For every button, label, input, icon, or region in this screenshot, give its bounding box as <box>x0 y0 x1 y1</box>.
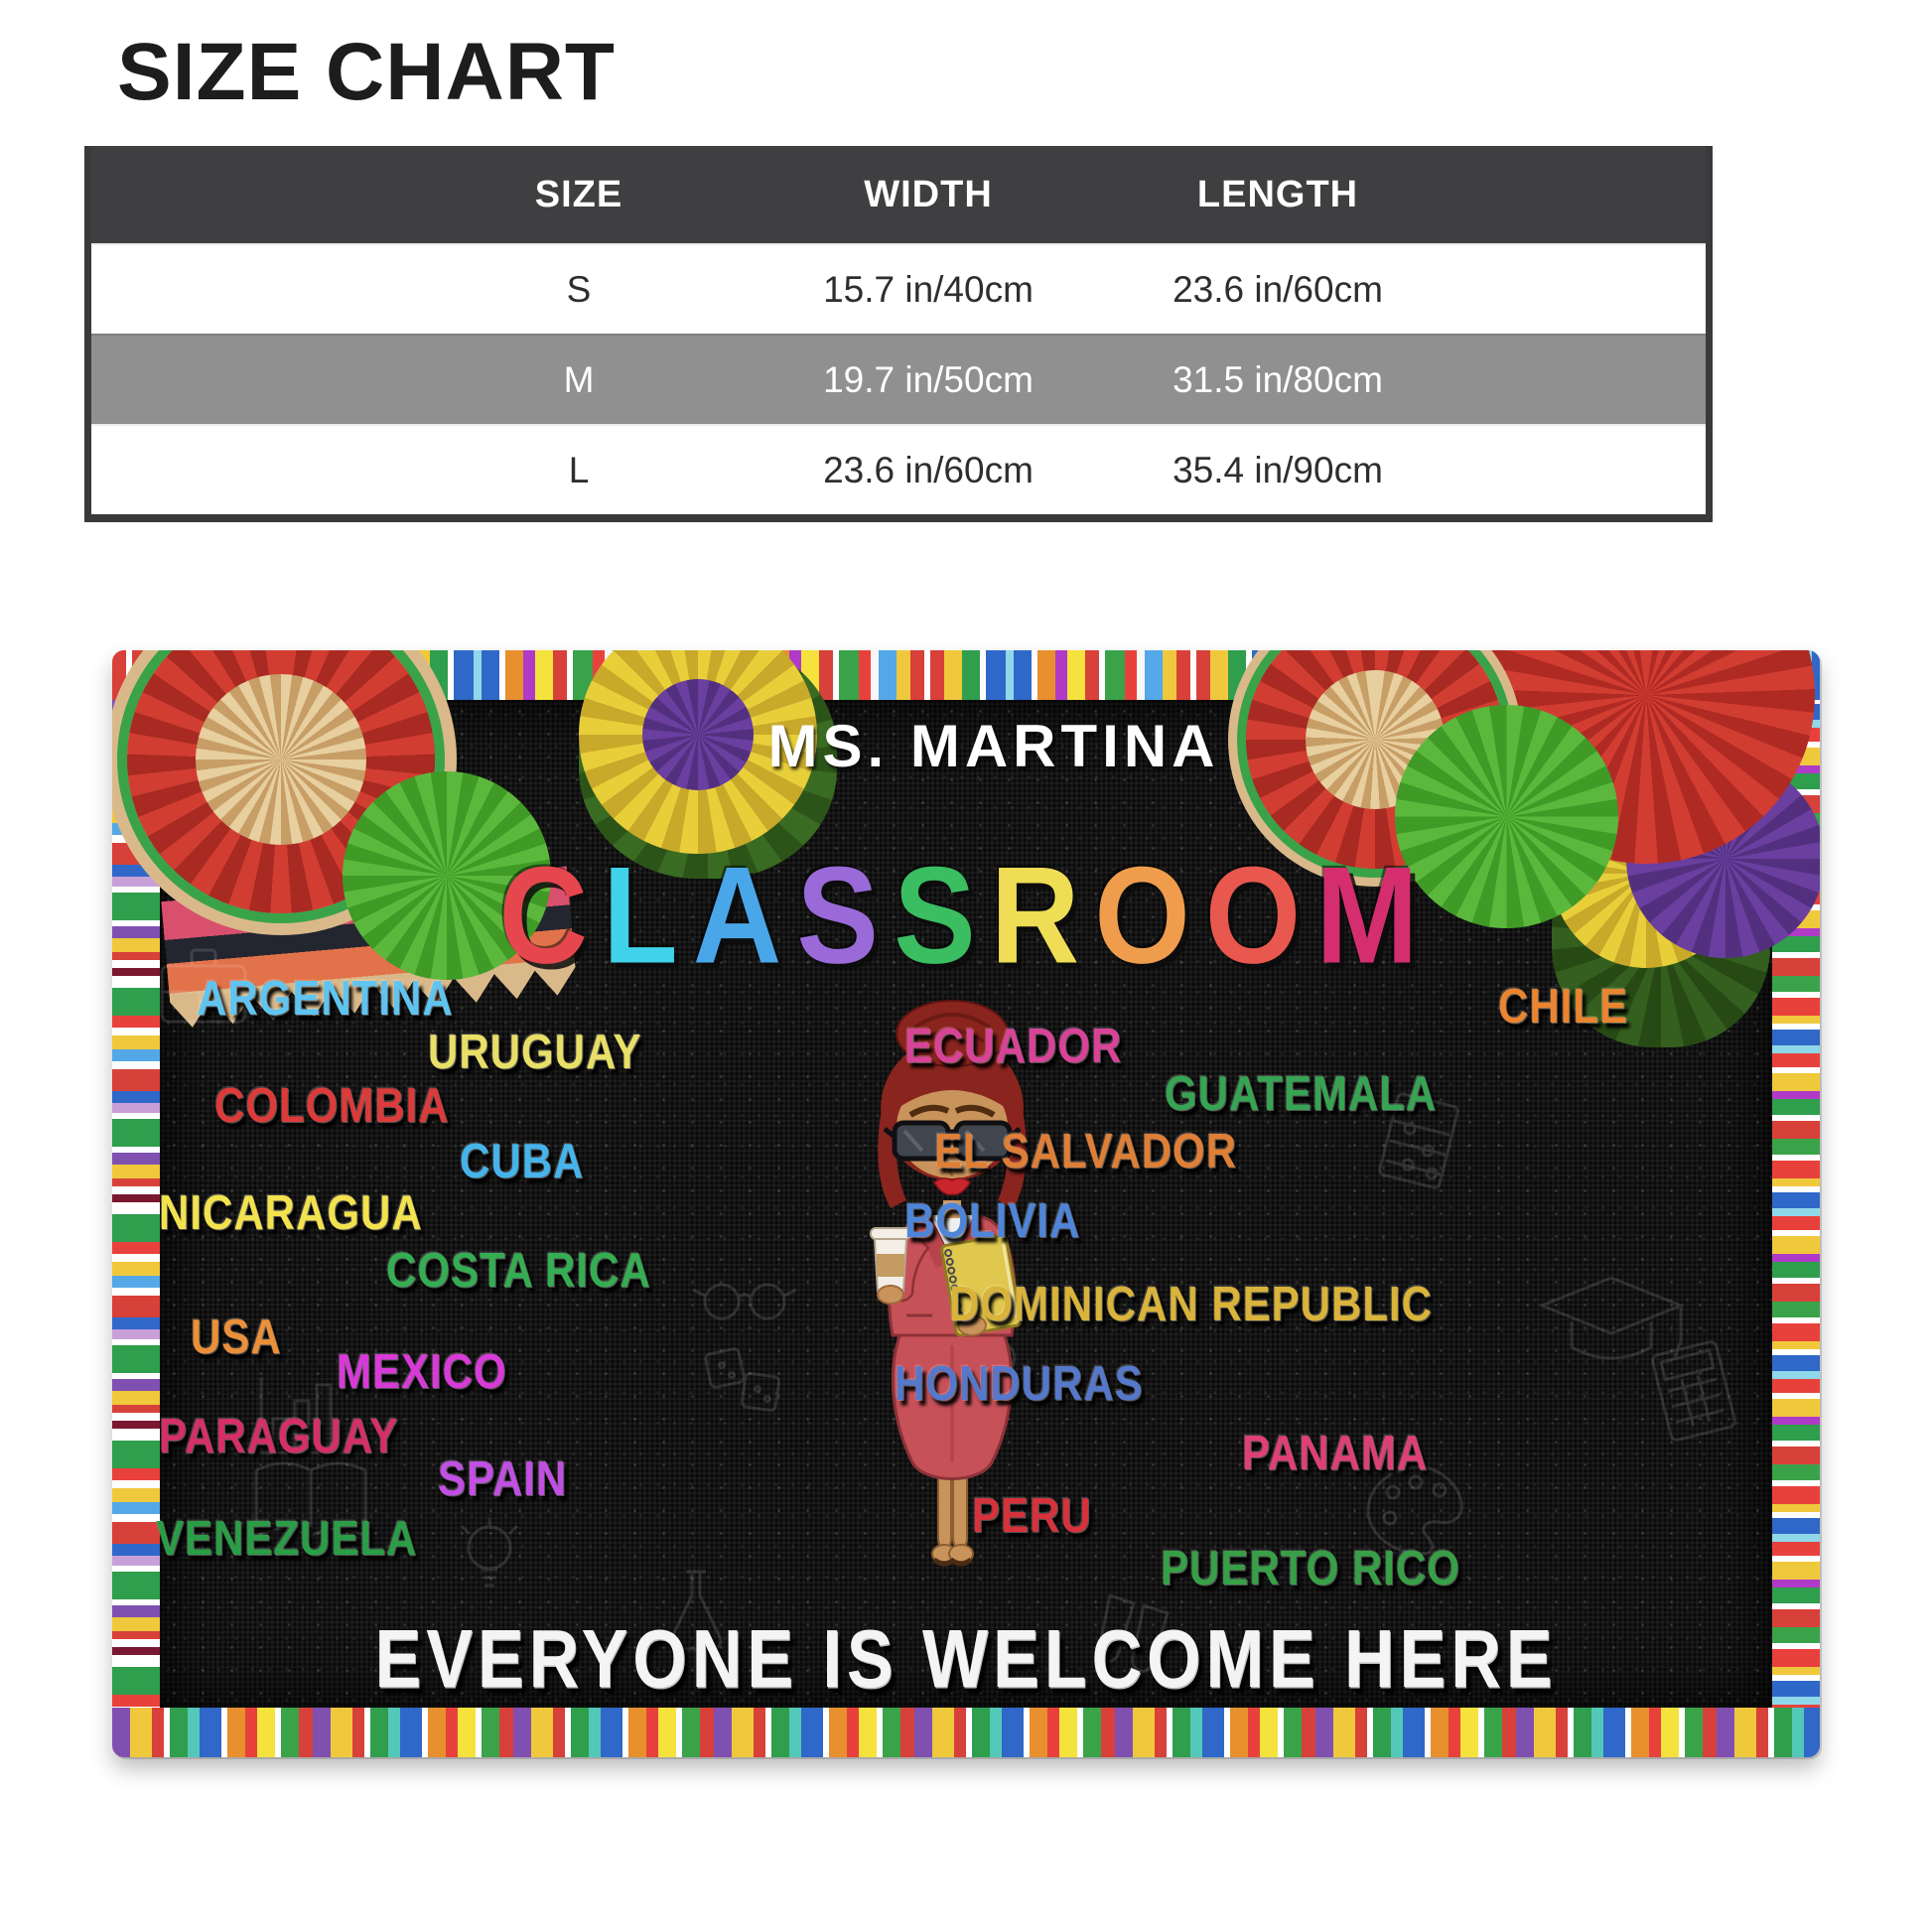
lightbulb-icon <box>462 1518 517 1586</box>
teacher-name-text: MS. MARTINA <box>767 713 1220 779</box>
glasses-icon <box>693 1285 796 1318</box>
country-label: NICARAGUA <box>159 1184 423 1240</box>
country-label: EL SALVADOR <box>934 1123 1238 1178</box>
country-label: PARAGUAY <box>159 1408 399 1463</box>
country-label: MEXICO <box>337 1343 507 1399</box>
country-label: PUERTO RICO <box>1161 1540 1460 1595</box>
size-cell: L <box>568 449 590 490</box>
country-label: COLOMBIA <box>214 1077 450 1133</box>
classroom-letter: L <box>603 839 693 993</box>
size-chart-table <box>84 146 1713 522</box>
column-header-length: LENGTH <box>1196 173 1359 215</box>
country-label: ECUADOR <box>904 1018 1123 1073</box>
country-label: PANAMA <box>1242 1425 1429 1480</box>
classroom-letter: M <box>1315 839 1434 993</box>
dice-icon <box>705 1348 779 1411</box>
classroom-letter: A <box>692 839 797 993</box>
length-cell: 23.6 in/60cm <box>1173 268 1383 310</box>
calculator-icon <box>1651 1340 1735 1441</box>
welcome-tagline-text: EVERYONE IS WELCOME HERE <box>374 1612 1558 1705</box>
width-cell: 23.6 in/60cm <box>823 449 1034 490</box>
size-table-row <box>91 424 1706 514</box>
size-cell: S <box>566 268 592 310</box>
country-label: GUATEMALA <box>1165 1065 1438 1121</box>
classroom-letter: C <box>498 839 604 993</box>
country-label: BOLIVIA <box>904 1192 1081 1248</box>
country-label: URUGUAY <box>428 1024 642 1079</box>
country-label: VENEZUELA <box>156 1510 418 1566</box>
size-table-row <box>91 243 1706 334</box>
length-cell: 35.4 in/90cm <box>1173 449 1383 490</box>
size-cell: M <box>563 358 595 400</box>
country-label: CHILE <box>1498 978 1628 1034</box>
country-label: ARGENTINA <box>197 970 454 1026</box>
size-chart-title: SIZE CHART <box>117 27 616 117</box>
classroom-letter: O <box>1204 839 1316 993</box>
country-label: SPAIN <box>438 1450 568 1506</box>
graduation-cap-icon <box>1542 1278 1681 1358</box>
mat-border-bottom <box>112 1708 1820 1757</box>
doormat-product-image <box>112 650 1820 1757</box>
country-label: USA <box>191 1309 282 1364</box>
classroom-letter: S <box>796 839 895 993</box>
size-table-row <box>91 334 1706 424</box>
classroom-letter: R <box>990 839 1095 993</box>
width-cell: 15.7 in/40cm <box>823 268 1034 310</box>
size-table-body <box>91 243 1706 514</box>
length-cell: 31.5 in/80cm <box>1173 358 1383 400</box>
size-table-header <box>91 146 1706 243</box>
country-label: HONDURAS <box>895 1355 1144 1411</box>
classroom-letter: O <box>1094 839 1205 993</box>
country-label: COSTA RICA <box>386 1242 651 1298</box>
country-label: PERU <box>972 1487 1092 1543</box>
classroom-title-text <box>498 837 1433 995</box>
country-label: DOMINICAN REPUBLIC <box>949 1276 1433 1331</box>
country-label: CUBA <box>460 1133 585 1188</box>
column-header-size: SIZE <box>534 173 623 215</box>
width-cell: 19.7 in/50cm <box>823 358 1034 400</box>
classroom-letter: S <box>894 839 991 993</box>
column-header-width: WIDTH <box>864 173 993 215</box>
